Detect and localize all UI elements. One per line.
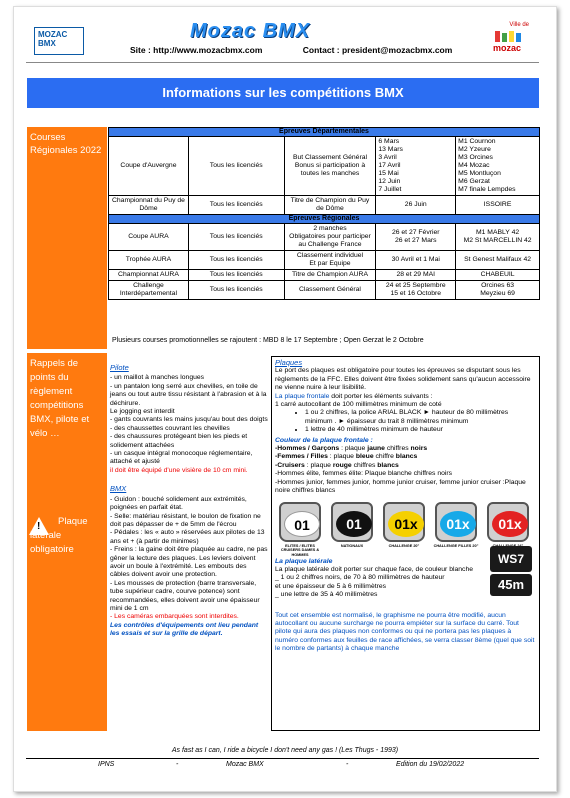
mozac-bmx-logo <box>34 27 84 55</box>
pilote-line: - un casque intégral monocoque réglementaire, attaché et ajusté <box>110 450 253 466</box>
plaques-box <box>271 356 540 731</box>
event-who: Tous les licenciés <box>188 281 284 300</box>
logo-bar-icon <box>495 31 500 42</box>
couleur-part: : plaque <box>327 453 356 461</box>
couleur-part: rouge <box>332 461 352 469</box>
plate-icon <box>487 502 529 542</box>
frontale-bullet: • 1 lettre de 40 millimètres minimum de hauteur <box>305 426 536 434</box>
event-dates: 26 Juin <box>376 196 456 215</box>
event-rule: Titre de Champion AURA <box>284 270 376 281</box>
plate-icon <box>435 502 477 542</box>
page-title: Mozac BMX <box>190 20 311 42</box>
table-section-header <box>109 215 540 224</box>
plate-icon <box>331 502 373 542</box>
event-who: Tous les licenciés <box>188 251 284 270</box>
frontale-line <box>275 393 536 401</box>
header-divider <box>26 62 539 63</box>
couleur-part: -Cruisers <box>275 461 305 469</box>
event-dates: 6 Mars 13 Mars 3 Avril 17 Avril 15 Mai 12 Juin 7 Juillet <box>376 137 456 196</box>
frontale-square: 1 carré autocollant de 100 millimètres minimum de coté <box>275 401 442 409</box>
plate-caption: CHALLENGE FILLES 20" <box>433 543 479 548</box>
table-row <box>109 137 540 196</box>
rules-side-label: Rappels de points du règlement compétitions BMX, pilote et vélo … <box>30 358 90 439</box>
couleur-extra-line: -Hommes élite, femmes élite: Plaque blanche chiffres noirs <box>275 470 453 478</box>
logo-bar-icon <box>509 31 514 42</box>
event-name: Coupe AURA <box>109 224 189 251</box>
event-rule: Classement individuel Et par Equipe <box>284 251 376 270</box>
plaques-title: Plaques <box>275 358 303 367</box>
couleur-part: : plaque <box>304 461 333 469</box>
pilote-line: - gants couvrants les mains jusqu'au bout des doigts <box>110 416 268 424</box>
pilote-title: Pilote <box>110 363 129 372</box>
event-dates: 26 et 27 Février 26 et 27 Mars <box>376 224 456 251</box>
warning-block <box>27 513 107 563</box>
section-header-cell: Epreuves Régionales <box>109 215 540 224</box>
table-row <box>109 196 540 215</box>
plate-caption: CHALLENGE 20" <box>388 543 420 548</box>
plate-caption: ELITES / ELITES CRUISERS DAMES & HOMMES <box>280 543 320 557</box>
bmx-title: BMX <box>110 484 127 494</box>
bmx-list <box>110 496 268 614</box>
frontale-bullet: • 1 ou 2 chiffres, la police ARIAL BLACK ► hauteur de 80 millimètres minimum . ► épaisseur du trait 8 millimètres minimum <box>305 409 536 426</box>
section-header-cell: Epreuves Départementales <box>109 128 540 137</box>
bmx-red-note: - Les caméras embarquées sont interdites. <box>110 613 239 621</box>
site-link[interactable]: Site : http://www.mozacbmx.com <box>130 45 263 55</box>
event-dates: 24 et 25 Septembre 15 et 16 Octobre <box>376 281 456 300</box>
footer-quote: As fast as I can, I ride a bicycle I don't need any gas ! (Les Thugs - 1993) <box>171 747 399 754</box>
plate-number: 01x <box>440 511 476 537</box>
logo-left-line2: BMX <box>38 39 56 48</box>
table-section-header <box>109 128 540 137</box>
laterale-line: et une épaisseur de 5 à 6 millimètres <box>275 582 387 590</box>
contact-email[interactable]: Contact : president@mozacbmx.com <box>302 45 453 55</box>
footer-org: Mozac BMX <box>226 761 264 768</box>
plate-number: 01 <box>336 511 372 537</box>
couleur-part: chiffres <box>384 445 411 453</box>
lateral-plate-image-top: WS7 <box>490 546 532 572</box>
table-row <box>109 251 540 270</box>
event-name: Coupe d'Auvergne <box>109 137 189 196</box>
event-rule: Classement Général <box>284 281 376 300</box>
logo-left-line1: MOZAC <box>38 30 68 39</box>
laterale-line: La plaque latérale doit porter sur chaque face, de couleur blanche <box>275 565 473 573</box>
competition-table <box>108 127 540 300</box>
event-rule: Titre de Champion du Puy de Dôme <box>284 196 376 215</box>
event-places: M1 Cournon M2 Yzeure M3 Orcines M4 Mozac M5 Montluçon M6 Gerzat M7 finale Lempdes <box>456 137 540 196</box>
pilote-line: Le jogging est interdit <box>110 408 175 416</box>
couleur-part: -Femmes / Filles <box>275 453 328 461</box>
event-dates: 28 et 29 MAI <box>376 270 456 281</box>
couleur-part: bleue <box>355 453 374 461</box>
couleur-extra <box>275 470 536 495</box>
bmx-line: - Guidon : bouché solidement aux extrémités, poignées en parfait état. <box>110 495 247 512</box>
frontale-label: La plaque frontale <box>275 392 330 400</box>
event-who: Tous les licenciés <box>188 270 284 281</box>
event-places: St Genest Malifaux 42 <box>456 251 540 270</box>
footer-ipns: IPNS <box>98 761 115 768</box>
event-places: CHABEUIL <box>456 270 540 281</box>
bmx-line: - Les mousses de protection (barre transversale, tube supérieur cadre, courve potence) sont recommandées, elles doivent avoir une épaisseur mini de 1 cm <box>110 579 260 612</box>
pilote-line: - un pantalon long serré aux chevilles, en toile de jeans ou tout autre tissu résistant à l'abrasion et à la déchirure. <box>110 382 267 407</box>
frontale-rest: doit porter les éléments suivants : <box>329 392 433 400</box>
pilote-line: - des chaussures protégeant bien les pieds et solidement attachées <box>110 433 248 449</box>
plate-icon <box>383 502 425 542</box>
courses-side-label: Courses Régionales 2022 <box>27 127 107 349</box>
table-row <box>109 270 540 281</box>
ville-de-mozac-logo <box>493 22 529 52</box>
couleur-part: jaune <box>367 445 385 453</box>
laterale-title: La plaque latérale <box>275 557 333 565</box>
event-places: ISSOIRE <box>456 196 540 215</box>
event-places: Orcines 63 Meyzieu 69 <box>456 281 540 300</box>
pilote-line: - des chaussettes couvrant les chevilles <box>110 424 230 432</box>
event-who: Tous les licenciés <box>188 196 284 215</box>
plate-number: 01 <box>284 511 320 537</box>
event-dates: 30 Avril et 1 Mai <box>376 251 456 270</box>
couleur-part: chiffres <box>351 461 378 469</box>
event-who: Tous les licenciés <box>188 224 284 251</box>
couleur-part: chiffre <box>373 453 396 461</box>
table-row <box>109 224 540 251</box>
promo-note: Plusieurs courses promotionnelles se rajoutent : MBD 8 le 17 Septembre ; Open Gerzat le 2 Octobre <box>112 337 424 344</box>
bmx-line: - Pédales : les « auto » réservées aux pilotes de 13 ans et + (à partir de minimes) <box>110 529 265 545</box>
footer-bar <box>26 758 539 768</box>
couleur-extra-line: -Hommes junior, femmes junior, homme junior cruiser, femme junior cruiser :Plaque noire chiffres blancs <box>275 478 526 495</box>
couleur-list <box>275 445 536 470</box>
event-rule: 2 manches Obligatoires pour participer au Challenge France <box>284 224 376 251</box>
event-rule: But Classement Général Bonus si participation à toutes les manches <box>284 137 376 196</box>
couleur-line <box>275 445 536 453</box>
plate-number: 01x <box>388 511 424 537</box>
plate-caption: NATIONAUX <box>340 543 364 548</box>
couleur-part: : plaque <box>339 445 368 453</box>
logo-right-name: mozac <box>493 43 522 53</box>
plaques-intro: Le port des plaques est obligatoire pour toutes les épreuves se disputant sous les règlements de la FFC. Elles doivent être fixées solidement sans qu'aucun accessoire ne vienne nuire à leur lisibilité. <box>275 367 531 392</box>
pilote-red-note: il doit être équipé d'une visière de 10 cm mini. <box>110 466 248 474</box>
plaques-final-note: Tout cet ensemble est normalisé, le graphisme ne pourra être modifié, aucun autocollant ou aucune surcharge ne pourra empiéter sur la surface du carré. Tout pilote qui aura des plaques non conformes ou qui ne portera pas les plaques à numéro conformes aux feuilles de race affichées, se verra classer 8ème (quel que soit le nombre de partants) à chaque manche <box>275 611 535 653</box>
event-name: Championnat AURA <box>109 270 189 281</box>
footer-dash: - <box>346 761 349 768</box>
table-row <box>109 281 540 300</box>
warning-label: Plaque latérale obligatoire <box>30 516 88 555</box>
event-name: Championnat du Puy de Dôme <box>109 196 189 215</box>
event-who: Tous les licenciés <box>188 137 284 196</box>
couleur-line <box>275 453 536 461</box>
logo-bar-icon <box>516 33 521 42</box>
footer-edition: Edition du 19/02/2022 <box>396 761 465 768</box>
rules-side-panel <box>27 353 107 731</box>
couleur-title: Couleur de la plaque frontale : <box>275 436 373 444</box>
couleur-part: noirs <box>410 445 428 453</box>
couleur-line <box>275 462 536 470</box>
pilote-line: - un maillot à manches longues <box>110 374 205 382</box>
bmx-line: - Selle: matériau résistant, le boulon de fixation ne doit pas dépasser de + de 5mm de l'écrou <box>110 512 261 528</box>
contact-line <box>130 45 490 55</box>
logo-right-ville: Ville de <box>509 22 529 28</box>
event-places: M1 MABLY 42 M2 St MARCELLIN 42 <box>456 224 540 251</box>
couleur-part: -Hommes / Garçons <box>275 445 340 453</box>
pilote-list <box>110 374 268 466</box>
couleur-part: blancs <box>377 461 399 469</box>
logo-bar-icon <box>502 33 507 42</box>
event-name: Challenge Interdépartemental <box>109 281 189 300</box>
plate-icon <box>279 502 321 542</box>
couleur-part: blancs <box>395 453 418 461</box>
footer-dash: - <box>176 761 179 768</box>
laterale-line: _ une lettre de 35 à 40 millimètres <box>275 591 378 599</box>
pilote-bmx-column <box>110 364 268 639</box>
lateral-plate-image-bottom: 45m <box>490 574 532 596</box>
plate-number: 01x <box>492 511 528 537</box>
laterale-line: _ 1 ou 2 chiffres noirs, de 70 à 80 millimètres de hauteur <box>275 574 445 582</box>
section-banner: Informations sur les compétitions BMX <box>27 78 539 108</box>
event-name: Trophée AURA <box>109 251 189 270</box>
bmx-line: - Freins : la gaine doit être plaquée au cadre, ne pas gêner la lecture des plaques. Les leviers doivent avoir un boule à l'extrémité. Les embouts des câbles doivent avoir une protection. <box>110 546 268 579</box>
bmx-blue-note: Les contrôles d'équipements ont lieu pendant les essais et sur la grille de départ. <box>110 621 259 638</box>
